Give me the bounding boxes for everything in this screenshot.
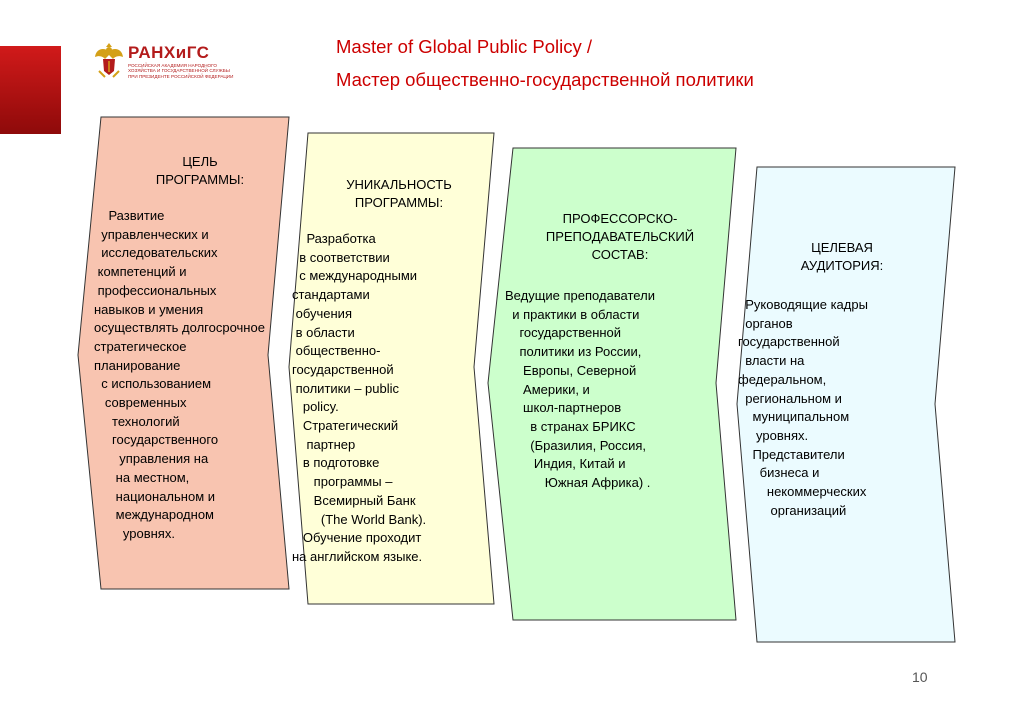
logo-brand: РАНХиГС <box>128 43 210 62</box>
audience-body: Руководящие кадры органов государственной власти на федеральном, региональном и муниципальном уровнях. Представители бизнеса и некоммерческих организаций <box>738 297 868 518</box>
audience-heading: ЦЕЛЕВАЯ АУДИТОРИЯ: <box>800 240 884 273</box>
faculty-body: Ведущие преподаватели и практики в области государственной политики из России, Европы, Северной Америки, и школ-партнеров в странах БРИКС (Бразилия, Россия, Индия, Китай и Южная Африка) . <box>505 288 655 491</box>
goal-heading: ЦЕЛЬ ПРОГРАММЫ: <box>155 154 245 187</box>
page-number: 10 <box>912 669 928 685</box>
title-line-1: Master of Global Public Policy / <box>336 36 593 57</box>
uniqueness-body: Разработка в соответствии с международными стандартами обучения в области общественно- государственной политики – public policy. Стратегический партнер в подготовке программы – Всемирный Банк (The World Bank). Обучение проходит на английском языке. <box>292 231 427 564</box>
faculty-heading: ПРОФЕССОРСКО- ПРЕПОДАВАТЕЛЬСКИЙ СОСТАВ: <box>545 211 695 262</box>
goal-body: Развитие управленческих и исследовательских компетенций и профессиональных навыков и умения осуществлять долгосрочное стратегическое планирование с использованием современных технологий государственного управления на на местном, национальном и международном уровнях. <box>94 208 265 541</box>
logo-subtitle: РОССИЙСКАЯ АКАДЕМИЯ НАРОДНОГО ХОЗЯЙСТВА И ГОСУДАРСТВЕННОЙ СЛУЖБЫ ПРИ ПРЕЗИДЕНТЕ РОССИЙСКОЙ ФЕДЕРАЦИИ <box>128 63 234 79</box>
title-line-2: Мастер общественно-государственной политики <box>336 69 754 90</box>
uniqueness-heading: УНИКАЛЬНОСТЬ ПРОГРАММЫ: <box>346 177 452 210</box>
